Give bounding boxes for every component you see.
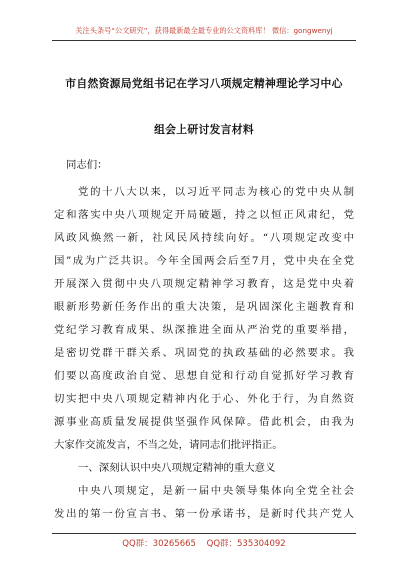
body-line: 中央八项规定，是新一届中央领导集体向全党全社会 xyxy=(78,485,354,497)
body-line: 党的十八大以来，以习近平同志为核心的党中央从制 xyxy=(78,186,354,198)
footer-qq-group-2: QQ群：535304092 xyxy=(206,539,286,549)
body-line: 眼新形势新任务作出的重大决策，是巩固深化主题教育和 xyxy=(54,301,354,313)
page-footer xyxy=(0,537,408,549)
page-header-promo: 关注头条号“公文研究”，获得最新最全最专业的公文资料库！ 微信：gongwenyj xyxy=(75,26,333,35)
body-line: 发出的第一份宣言书、第一份承诺书，是新时代共产党人 xyxy=(54,508,354,520)
body-line: 大家作交流发言，不当之处，请同志们批评指正。 xyxy=(54,439,283,451)
document-title-line-1: 市自然资源局党组书记在学习八项规定精神理论学习中心 xyxy=(65,77,343,90)
body-line: 切实把中央八项规定精神内化于心、外化于行，为自然资 xyxy=(54,393,354,405)
footer-rule xyxy=(52,533,356,534)
body-line: 风政风焕然一新，社风民风持续向好。“八项规定改变中 xyxy=(54,232,354,244)
body-line: 开展深入贯彻中央八项规定精神学习教育，这是党中央着 xyxy=(54,278,354,290)
section-heading-1: 一、深刻认识中央八项规定精神的重大意义 xyxy=(78,462,276,474)
salutation: 同志们： xyxy=(66,159,108,171)
body-line: 源事业高质量发展提供坚强作风保障。借此机会，由我为 xyxy=(54,416,354,428)
body-line: 国”成为广泛共识。今年全国两会后至7月，党中央在全党 xyxy=(54,255,354,267)
header-rule xyxy=(52,40,356,41)
footer-qq-group-1: QQ群：30265665 xyxy=(122,539,196,549)
body-line: 是密切党群干群关系、巩固党的执政基础的必然要求。我 xyxy=(54,347,354,359)
body-line: 定和落实中央八项规定开局破题，持之以恒正风肃纪，党 xyxy=(54,209,354,221)
body-line: 们要以高度政治自觉、思想自觉和行动自觉抓好学习教育 xyxy=(54,370,354,382)
document-title-line-2: 组会上研讨发言材料 xyxy=(154,123,254,136)
body-line: 党纪学习教育成果、纵深推进全面从严治党的重要举措， xyxy=(54,324,354,336)
